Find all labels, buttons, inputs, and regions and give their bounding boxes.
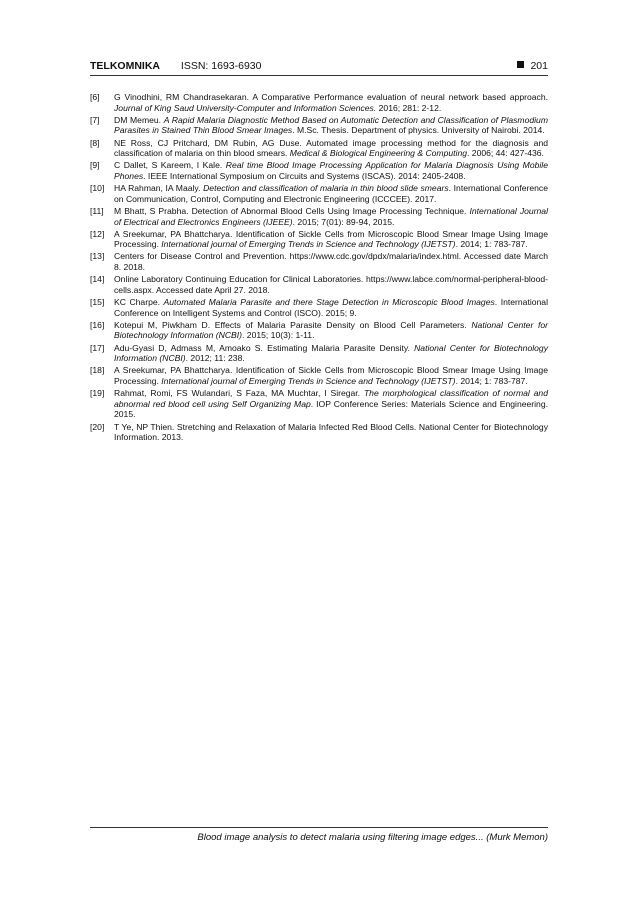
reference-item (90, 229, 548, 250)
reference-details: . 2012; 11: 238. (185, 353, 245, 364)
reference-details: . IEEE International Symposium on Circuits and Systems (ISCAS). 2014: 2405-2408. (143, 170, 466, 181)
reference-details: . 2015; 7(01): 89-94, 2015. (292, 216, 395, 227)
reference-text: G Vinodhini, RM Chandrasekaran. A Comparative Performance evaluation of neural network based approach. (114, 92, 548, 102)
reference-details: . 2014; 1: 783-787. (455, 239, 528, 250)
reference-details: 2016; 281: 2-12. (376, 102, 442, 113)
reference-item (90, 388, 548, 420)
reference-item (90, 274, 548, 295)
reference-title: National Center for Biotechnology Information (NCBI) (114, 319, 548, 341)
square-bullet-icon (517, 61, 524, 68)
journal-name: TELKOMNIKA (90, 60, 160, 72)
reference-text: T Ye, NP Thien. Stretching and Relaxation of Malaria Infected Red Blood Cells. National Center for Biotechnology Information. 2013. (114, 421, 548, 443)
reference-text: NE Ross, CJ Pritchard, DM Rubin, AG Duse. Automated image processing method for the diagnosis and classification of malaria on thin blood smears. (114, 137, 548, 159)
reference-details: . 2014; 1: 783-787. (455, 375, 528, 386)
reference-number: [14] (90, 274, 105, 285)
reference-number: [10] (90, 183, 105, 194)
reference-title: Real time Blood Image Processing Application for Malaria Diagnosis Using Mobile Phones (114, 160, 549, 181)
reference-item (90, 422, 548, 443)
reference-item (90, 206, 548, 227)
reference-title: International journal of Emerging Trends in Science and Technology (IJETST) (161, 375, 456, 386)
reference-title: The morphological classification of normal and abnormal red blood cell using Self Organizing Map (114, 388, 548, 409)
reference-number: [11] (90, 205, 104, 216)
reference-text: DM Memeu. (114, 114, 164, 125)
reference-text: HA Rahman, IA Maaly. (114, 183, 204, 194)
reference-item (90, 115, 548, 136)
footer-rule (90, 827, 548, 828)
reference-number: [9] (90, 160, 100, 171)
reference-list (90, 92, 548, 444)
issn-label: ISSN: 1693-6930 (180, 60, 262, 72)
running-footer: Blood image analysis to detect malaria using filtering image edges... (Murk Memon) (197, 832, 548, 843)
reference-details: . International Conference on Communication, Control, Computing and Electronic Engineering (ICCCEE). 2017. (114, 183, 548, 204)
reference-item (90, 320, 548, 341)
reference-details: . 2015; 10(3): 1-11. (242, 330, 315, 341)
reference-number: [18] (90, 365, 105, 376)
reference-item (90, 92, 548, 113)
reference-number: [17] (90, 342, 105, 353)
reference-title: International journal of Emerging Trends in Science and Technology (IJETST) (161, 239, 456, 250)
page-number: 201 (530, 60, 548, 72)
reference-details: . M.Sc. Thesis. Department of physics. University of Nairobi. 2014. (292, 125, 545, 136)
reference-text: Rahmat, Romi, FS Wulandari, S Faza, MA Muchtar, I Siregar. (114, 388, 364, 399)
reference-number: [8] (90, 137, 100, 148)
reference-number: [16] (90, 319, 105, 330)
header-rule (90, 75, 548, 76)
reference-number: [7] (90, 114, 100, 125)
reference-number: [6] (90, 92, 100, 102)
reference-text: C Dallet, S Kareem, I Kale. (114, 160, 226, 171)
reference-text: KC Charpe. (114, 297, 164, 308)
reference-title: International Journal of Electrical and Electronics Engineers (IJEEE) (114, 205, 548, 227)
page-number-block (517, 60, 548, 72)
reference-details: . International Conference on Intelligent Systems and Control (ISCO). 2015; 9. (114, 297, 548, 318)
reference-item (90, 160, 548, 181)
reference-title: National Center for Biotechnology Information (NCBI) (114, 342, 548, 364)
running-header (90, 60, 548, 76)
reference-text: M Bhatt, S Prabha. Detection of Abnormal Blood Cells Using Image Processing Technique. (114, 205, 470, 216)
reference-text: Adu-Gyasi D, Admass M, Amoako S. Estimating Malaria Parasite Density. (114, 342, 415, 353)
reference-title: Journal of King Saud University-Computer and Information Sciences. (114, 102, 377, 113)
reference-text: Kotepui M, Piwkham D. Effects of Malaria Parasite Density on Blood Cell Parameters. (114, 319, 472, 330)
reference-number: [12] (90, 228, 105, 239)
reference-title: Automated Malaria Parasite and there Stage Detection in Microscopic Blood Images (163, 297, 495, 308)
reference-title: Detection and classification of malaria in thin blood slide smears (203, 183, 449, 194)
reference-number: [20] (90, 421, 105, 432)
reference-item (90, 297, 548, 318)
reference-details: . 2006; 44: 427-436. (467, 148, 544, 159)
reference-item (90, 343, 548, 364)
reference-number: [15] (90, 297, 105, 308)
reference-item (90, 251, 548, 272)
reference-title: A Rapid Malaria Diagnostic Method Based on Automatic Detection and Classification of Plasmodium Parasites in Stained Thin Blood Smear Images (114, 114, 548, 136)
reference-details: . IOP Conference Series: Materials Science and Engineering. 2015. (114, 398, 548, 420)
reference-item (90, 138, 548, 159)
reference-title: Medical & Biological Engineering & Computing (289, 148, 468, 159)
reference-item (90, 365, 548, 386)
reference-number: [19] (90, 388, 105, 399)
reference-item (90, 183, 548, 204)
reference-number: [13] (90, 251, 105, 262)
reference-text: A Sreekumar, PA Bhattcharya. Identification of Sickle Cells from Microscopic Blood Smear Image Using Image Processing. (114, 228, 548, 250)
reference-text: Online Laboratory Continuing Education for Clinical Laboratories. https://www.labce.com/normal-peripheral-blood-cells.aspx. Accessed date April 27. 2018. (114, 274, 548, 295)
reference-text: A Sreekumar, PA Bhattcharya. Identification of Sickle Cells from Microscopic Blood Smear Image Using Image Processing. (114, 365, 548, 386)
reference-text: Centers for Disease Control and Prevention. https://www.cdc.gov/dpdx/malaria/index.html. Accessed date March 8. 2018. (114, 251, 548, 273)
